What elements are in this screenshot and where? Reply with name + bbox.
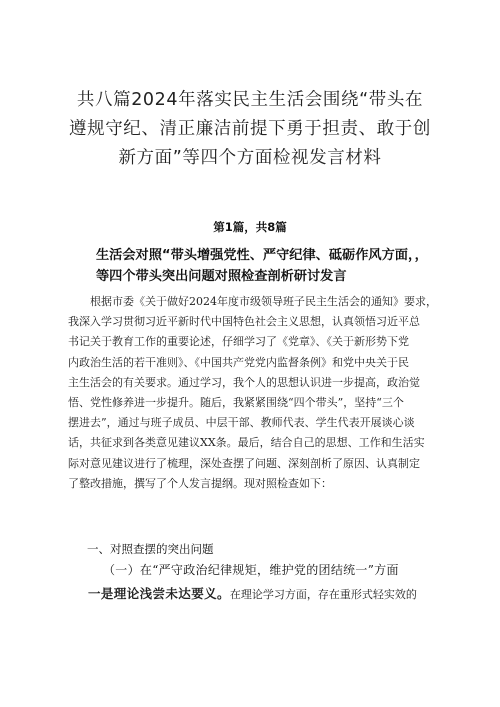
body-line: 我深入学习贯彻习近平新时代中国特色社会主义思想，认真领悟习近平总 <box>68 315 420 329</box>
title-line: 遵规守纪、清正廉洁前提下勇于担责、敢于创 <box>69 119 431 139</box>
body-line: 书记关于教育工作的重要论述，仔细学习了《党章》、《关于新形势下党 <box>68 335 409 349</box>
title-line: 共八篇2024年落实民主生活会围绕“带头在 <box>76 90 424 110</box>
title-line: 新方面”等四个方面检视发言材料 <box>118 148 382 168</box>
section-heading: 一、对照查摆的突出问题 <box>87 542 214 556</box>
subtitle-line: 生活会对照“带头增强党性、严守纪律、砥砺作风方面，， <box>96 248 428 263</box>
body-line: 话，共征求到各类意见建议XX条。最后，结合自己的思想、工作和生活实 <box>68 436 425 450</box>
speech-subtitle <box>96 245 466 287</box>
body-line: 了整改措施，撰写了个人发言提纲。现对照检查如下： <box>68 476 332 490</box>
body-line: 根据市委《关于做好2024年度市级领导班子民主生活会的通知》要求， <box>90 295 437 308</box>
document-title <box>40 86 460 173</box>
point-one-text: 在理论学习方面，存在重形式轻实效的 <box>229 588 417 601</box>
part-label: 第1篇，共8篇 <box>213 220 287 234</box>
body-paragraph <box>68 292 438 494</box>
point-one-line <box>88 584 417 602</box>
subtitle-line: 等四个带头突出问题对照检查剖析研讨发言 <box>96 269 347 284</box>
subsection-heading: （一）在“严守政治纪律规矩，维护党的团结统一”方面 <box>103 563 399 577</box>
point-one-lead: 一是理论浅尝未达要义。 <box>88 586 230 601</box>
body-line: 摆进去”，通过与班子成员、中层干部、教师代表、学生代表开展谈心谈 <box>68 416 415 430</box>
body-line: 内政治生活的若干准则》、《中国共产党党内监督条例》和党中央关于民 <box>68 355 409 369</box>
body-line: 悟、党性修养进一步提升。随后，我紧紧围绕“四个带头”，坚持“三个 <box>68 396 404 410</box>
body-line: 际对意见建议进行了梳理，深处查摆了问题、深刻剖析了原因、认真制定 <box>68 456 420 470</box>
body-line: 主生活会的有关要求。通过学习，我个人的思想认识进一步提高，政治觉 <box>68 375 420 389</box>
